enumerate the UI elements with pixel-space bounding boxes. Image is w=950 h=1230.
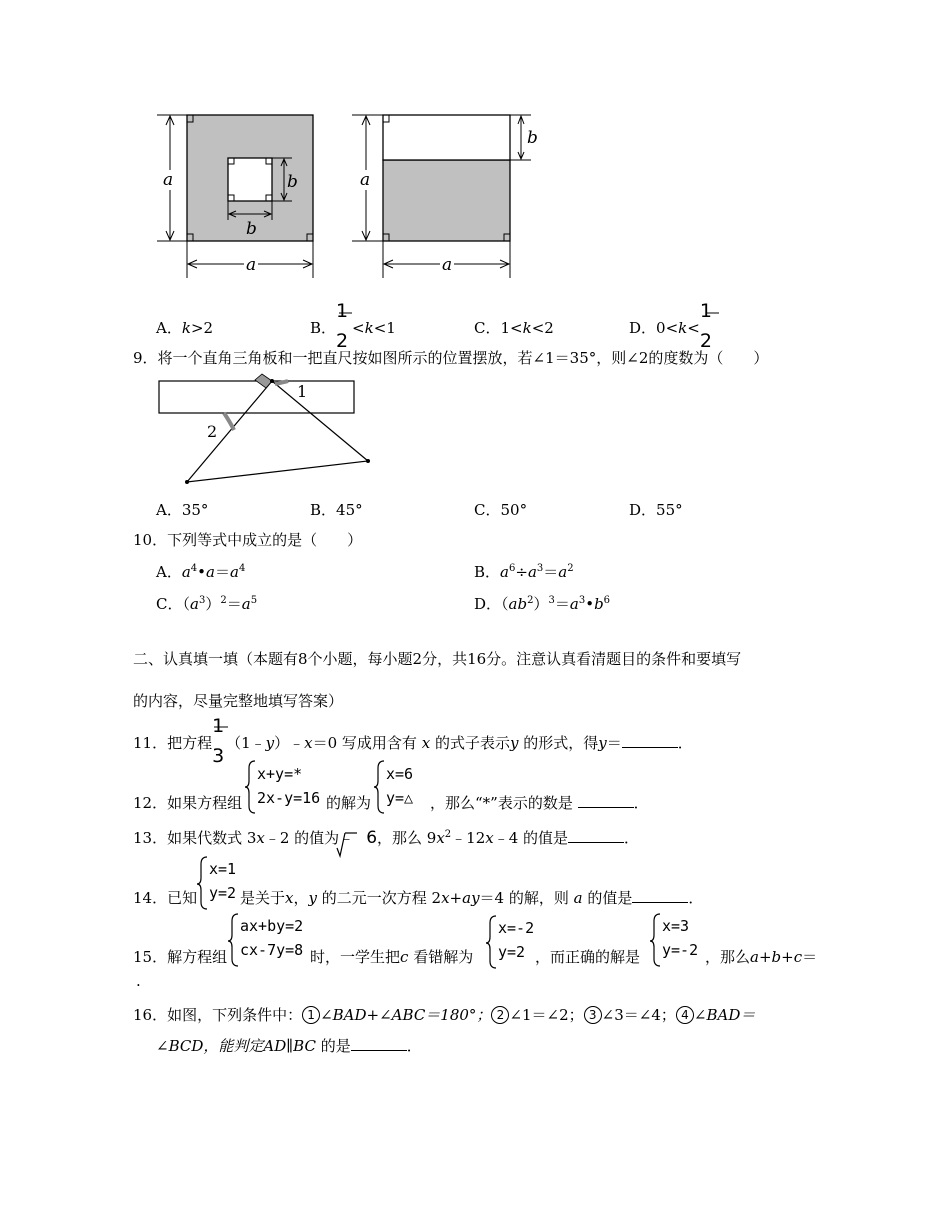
text: ＝ <box>802 948 818 966</box>
exponent: 3 <box>548 595 555 606</box>
math: ） <box>205 595 221 613</box>
math: x <box>441 889 450 907</box>
math: a <box>573 889 583 907</box>
condition: ∠BAD＝ <box>693 1006 756 1024</box>
q9-option-c: C．50° <box>474 501 528 519</box>
equation-line: y=2 <box>209 884 237 902</box>
text: ． <box>406 1037 422 1055</box>
text: ∠BCD，能判定 <box>156 1037 264 1055</box>
section2-heading-line2: 的内容，尽量完整地填写答案） <box>133 692 344 710</box>
q14-system <box>209 857 236 905</box>
text: ，那么 9 <box>377 829 437 847</box>
equation-line: x=6 <box>386 765 414 783</box>
numerator: 1 <box>212 715 225 737</box>
math: a <box>190 595 199 613</box>
exponent: 2 <box>567 563 574 574</box>
option-text: < <box>352 319 365 337</box>
q12-pre: 12．如果方程组 <box>133 794 243 812</box>
text: ﹣12 <box>451 829 486 847</box>
text: ． <box>677 734 693 752</box>
equation-line: ax+by=2 <box>240 917 304 935</box>
label-a-right-vert: a <box>360 170 371 190</box>
math: ＝ <box>543 563 559 581</box>
text: ＝4 的解，则 <box>479 889 569 907</box>
math: a <box>181 563 191 581</box>
text: ， <box>293 889 309 907</box>
exponent: 6 <box>603 595 611 606</box>
fraction <box>212 715 226 767</box>
denominator: 2 <box>336 330 349 352</box>
text: ＝0 写成用含有 <box>312 734 417 752</box>
math: y <box>509 734 519 752</box>
text: （1﹣ <box>226 734 266 752</box>
var-k: k <box>364 319 374 337</box>
text: 的二元一次方程 2 <box>321 889 442 907</box>
exponent: 5 <box>250 595 258 606</box>
equation-line: x=1 <box>209 860 237 878</box>
q12-system1 <box>257 762 320 810</box>
text: 11．把方程 <box>133 734 213 752</box>
math: AD∥BC <box>263 1037 316 1055</box>
condition: ∠1＝∠2； <box>509 1006 584 1024</box>
math: ab <box>508 595 528 613</box>
text: 是关于 <box>240 889 286 907</box>
label-a-right-horiz: a <box>442 255 453 275</box>
equation-line: x+y=* <box>257 765 303 783</box>
option-text: 1< <box>500 319 523 337</box>
angle-2-label: 2 <box>207 422 218 441</box>
math: ÷ <box>515 563 528 581</box>
label-a-left-vert: a <box>163 170 174 190</box>
q14-pre: 14．已知 <box>133 889 198 907</box>
option-label: A． <box>156 319 182 337</box>
option-label: B． <box>310 319 337 337</box>
exponent: 2 <box>220 595 227 606</box>
q15-end: . <box>136 972 141 990</box>
label-b-inner-vert: b <box>287 172 298 192</box>
text: ）﹣ <box>274 734 305 752</box>
circled-number: 3 <box>584 1006 602 1024</box>
option-label: C． <box>474 319 501 337</box>
q10-option-b <box>474 561 574 582</box>
text: 的值是 <box>587 889 633 907</box>
answer-blank[interactable] <box>568 828 624 843</box>
math: ＝ <box>214 563 230 581</box>
exponent: 3 <box>198 595 206 606</box>
exponent: 3 <box>536 563 544 574</box>
math: a <box>500 563 509 581</box>
text: ＝ <box>606 734 622 752</box>
math: a <box>527 563 537 581</box>
text: ，那么 <box>705 948 751 966</box>
var-k: k <box>522 319 532 337</box>
exponent: 3 <box>578 595 586 606</box>
q16-line1 <box>133 1004 755 1025</box>
math: a <box>206 563 215 581</box>
text: 16．如图，下列条件中： <box>133 1006 303 1024</box>
text: + <box>449 889 463 907</box>
q16-line2 <box>156 1035 422 1056</box>
math: a <box>558 563 568 581</box>
q15-system1 <box>240 914 303 962</box>
denominator: 3 <box>212 745 225 767</box>
option-text: < <box>687 319 700 337</box>
q11 <box>133 715 693 767</box>
math: y <box>308 889 317 907</box>
numerator: 1 <box>699 300 712 322</box>
math: ay <box>462 889 480 907</box>
q9-option-a: A．35° <box>156 501 209 519</box>
option-label: A． <box>156 563 182 581</box>
math: x <box>485 829 494 847</box>
label-b-inner-horiz: b <box>246 219 257 239</box>
equation-line: cx-7y=8 <box>240 941 304 959</box>
math: a <box>569 595 579 613</box>
q9-option-b: B．45° <box>310 501 363 519</box>
exponent: 4 <box>190 563 198 574</box>
circled-number: 2 <box>491 1006 509 1024</box>
math: ＝ <box>554 595 570 613</box>
q10-option-d <box>474 593 610 614</box>
circled-number: 1 <box>302 1006 320 1024</box>
exponent: 2 <box>527 595 534 606</box>
math: （ <box>501 595 509 613</box>
text: 时，一学生把 <box>310 948 401 966</box>
text: 的是 <box>320 1037 351 1055</box>
option-label: D． <box>629 319 657 337</box>
math: x <box>285 889 294 907</box>
q15-pre: 15．解方程组 <box>133 948 228 966</box>
equation-line: y=-2 <box>662 941 699 959</box>
option-text: <2 <box>531 319 554 337</box>
math: c <box>400 948 409 966</box>
q13 <box>133 827 639 848</box>
var-k: k <box>181 319 191 337</box>
circled-number: 4 <box>676 1006 694 1024</box>
numerator: 1 <box>336 300 349 322</box>
math: ） <box>533 595 549 613</box>
math: ＝ <box>226 595 242 613</box>
math: x <box>436 829 445 847</box>
q15-mid1 <box>310 946 473 967</box>
math: • <box>197 563 207 581</box>
answer-blank[interactable] <box>351 1036 407 1051</box>
q12-system2 <box>386 762 413 810</box>
math: y <box>265 734 275 752</box>
math: y <box>598 734 607 752</box>
option-label: C． <box>156 595 183 613</box>
math: a+b+c <box>750 948 803 966</box>
option-label: B． <box>474 563 501 581</box>
q10-option-a <box>156 561 245 582</box>
section2-heading-line1: 二、认真填一填（本题有8个小题，每小题2分，共16分。注意认真看清题目的条件和要填写 <box>133 650 742 668</box>
math: x <box>256 829 265 847</box>
text: ﹣2 的值为﹣ <box>264 829 355 847</box>
option-text: <1 <box>373 319 396 337</box>
text: ． <box>633 794 649 812</box>
q14-rest <box>240 887 703 908</box>
condition: ∠BAD+∠ABC＝180°； <box>320 1006 492 1024</box>
q15-tail <box>705 946 817 967</box>
q9-option-d: D．55° <box>629 501 683 519</box>
text: ． <box>688 889 704 907</box>
text: 的式子表示 <box>434 734 510 752</box>
text: ﹣4 的值是 <box>493 829 569 847</box>
text: 的形式，得 <box>523 734 599 752</box>
denominator: 2 <box>699 330 712 352</box>
q15-mid2: ，而正确的解是 <box>535 948 641 966</box>
math: x <box>421 734 431 752</box>
equation-line: 2x-y=16 <box>257 789 321 807</box>
exponent: 2 <box>444 829 452 840</box>
q12-post <box>430 792 649 813</box>
label-a-left-horiz: a <box>246 255 257 275</box>
angle-1-label: 1 <box>297 382 308 401</box>
equation-line: y=2 <box>498 943 526 961</box>
text: ． <box>624 829 640 847</box>
text: 13．如果代数式 3 <box>133 829 257 847</box>
q15-system3 <box>662 914 698 962</box>
var-k: k <box>678 319 688 337</box>
equation-line: y=△ <box>386 789 414 807</box>
option-text: 0< <box>656 319 679 337</box>
equation-line: x=-2 <box>498 919 535 937</box>
equation-line: x=3 <box>662 917 690 935</box>
q15-system2 <box>498 916 534 964</box>
text: 看错解为 <box>413 948 474 966</box>
q10-option-c <box>156 593 257 614</box>
math: x <box>304 734 313 752</box>
q9-stem: 9．将一个直角三角板和一把直尺按如图所示的位置摆放，若∠1＝35°，则∠2的度数为（ ） <box>133 349 769 367</box>
math: （ <box>182 595 190 613</box>
exponent: 6 <box>508 563 516 574</box>
answer-blank[interactable] <box>578 793 634 808</box>
option-text: >2 <box>190 319 214 337</box>
q12-mid: 的解为 <box>326 794 372 812</box>
math: b <box>594 595 604 613</box>
exponent: 4 <box>238 563 246 574</box>
radicand: 6 <box>366 828 378 848</box>
option-label: D． <box>474 595 502 613</box>
answer-blank[interactable] <box>622 733 678 748</box>
condition: ∠3＝∠4； <box>601 1006 676 1024</box>
math: • <box>585 595 595 613</box>
math: a <box>230 563 239 581</box>
q10-stem: 10．下列等式中成立的是（ ） <box>133 531 363 549</box>
math: a <box>241 595 251 613</box>
text: ，那么“*”表示的数是 <box>430 794 578 812</box>
label-b-right-vert: b <box>527 128 538 148</box>
answer-blank[interactable] <box>632 888 688 903</box>
